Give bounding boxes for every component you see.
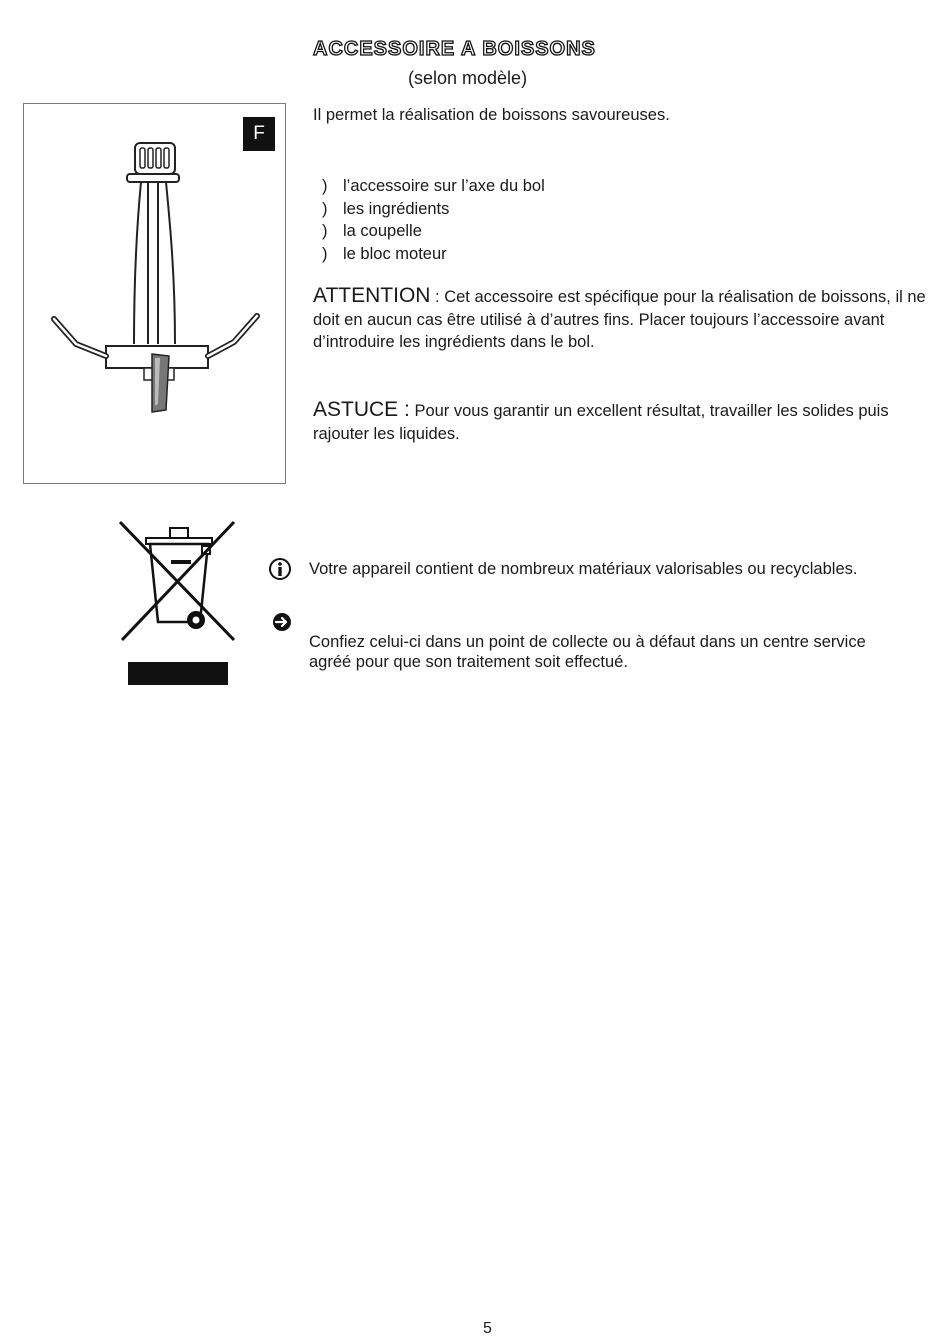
attention-lead: ATTENTION bbox=[313, 284, 431, 307]
list-item: ) la coupelle bbox=[322, 222, 422, 240]
astuce-text: Pour vous garantir un excellent résultat, travailler les solides puis rajouter les liquides. bbox=[313, 402, 889, 443]
recycling-note: Votre appareil contient de nombreux matériaux valorisables ou recyclables. bbox=[309, 560, 858, 578]
astuce-lead: ASTUCE : bbox=[313, 398, 410, 421]
page-number: 5 bbox=[483, 1320, 492, 1337]
weee-bar bbox=[128, 662, 228, 685]
disposal-note: Confiez celui-ci dans un point de collecte ou à défaut dans un centre service agréé pour que son traitement soit effectué. bbox=[309, 633, 866, 671]
astuce-paragraph bbox=[313, 399, 933, 445]
accessory-figure bbox=[23, 103, 286, 484]
info-icon bbox=[268, 557, 292, 581]
list-item: ) les ingrédients bbox=[322, 199, 450, 218]
page-subtitle: (selon modèle) bbox=[408, 68, 528, 88]
arrow-right-icon bbox=[271, 612, 293, 632]
language-badge: F bbox=[243, 117, 275, 151]
intro-text: Il permet la réalisation de boissons savoureuses. bbox=[313, 106, 670, 124]
list-item: ) l’accessoire sur l’axe du bol bbox=[322, 177, 545, 195]
list-item: ) le bloc moteur bbox=[322, 244, 447, 263]
attention-text: : Cet accessoire est spécifique pour la réalisation de boissons, il ne doit en aucun cas être utilisé à d’autres fins. Placer toujours l’accessoire avant d’introduire les ingrédients dans le bol. bbox=[313, 288, 926, 351]
steps-list bbox=[322, 175, 545, 265]
page-title: ACCESSOIRE A BOISSONS bbox=[313, 38, 596, 60]
crossed-out-wheelie-bin-icon bbox=[116, 518, 240, 644]
drink-accessory-illustration bbox=[24, 104, 285, 483]
attention-paragraph bbox=[313, 285, 933, 354]
